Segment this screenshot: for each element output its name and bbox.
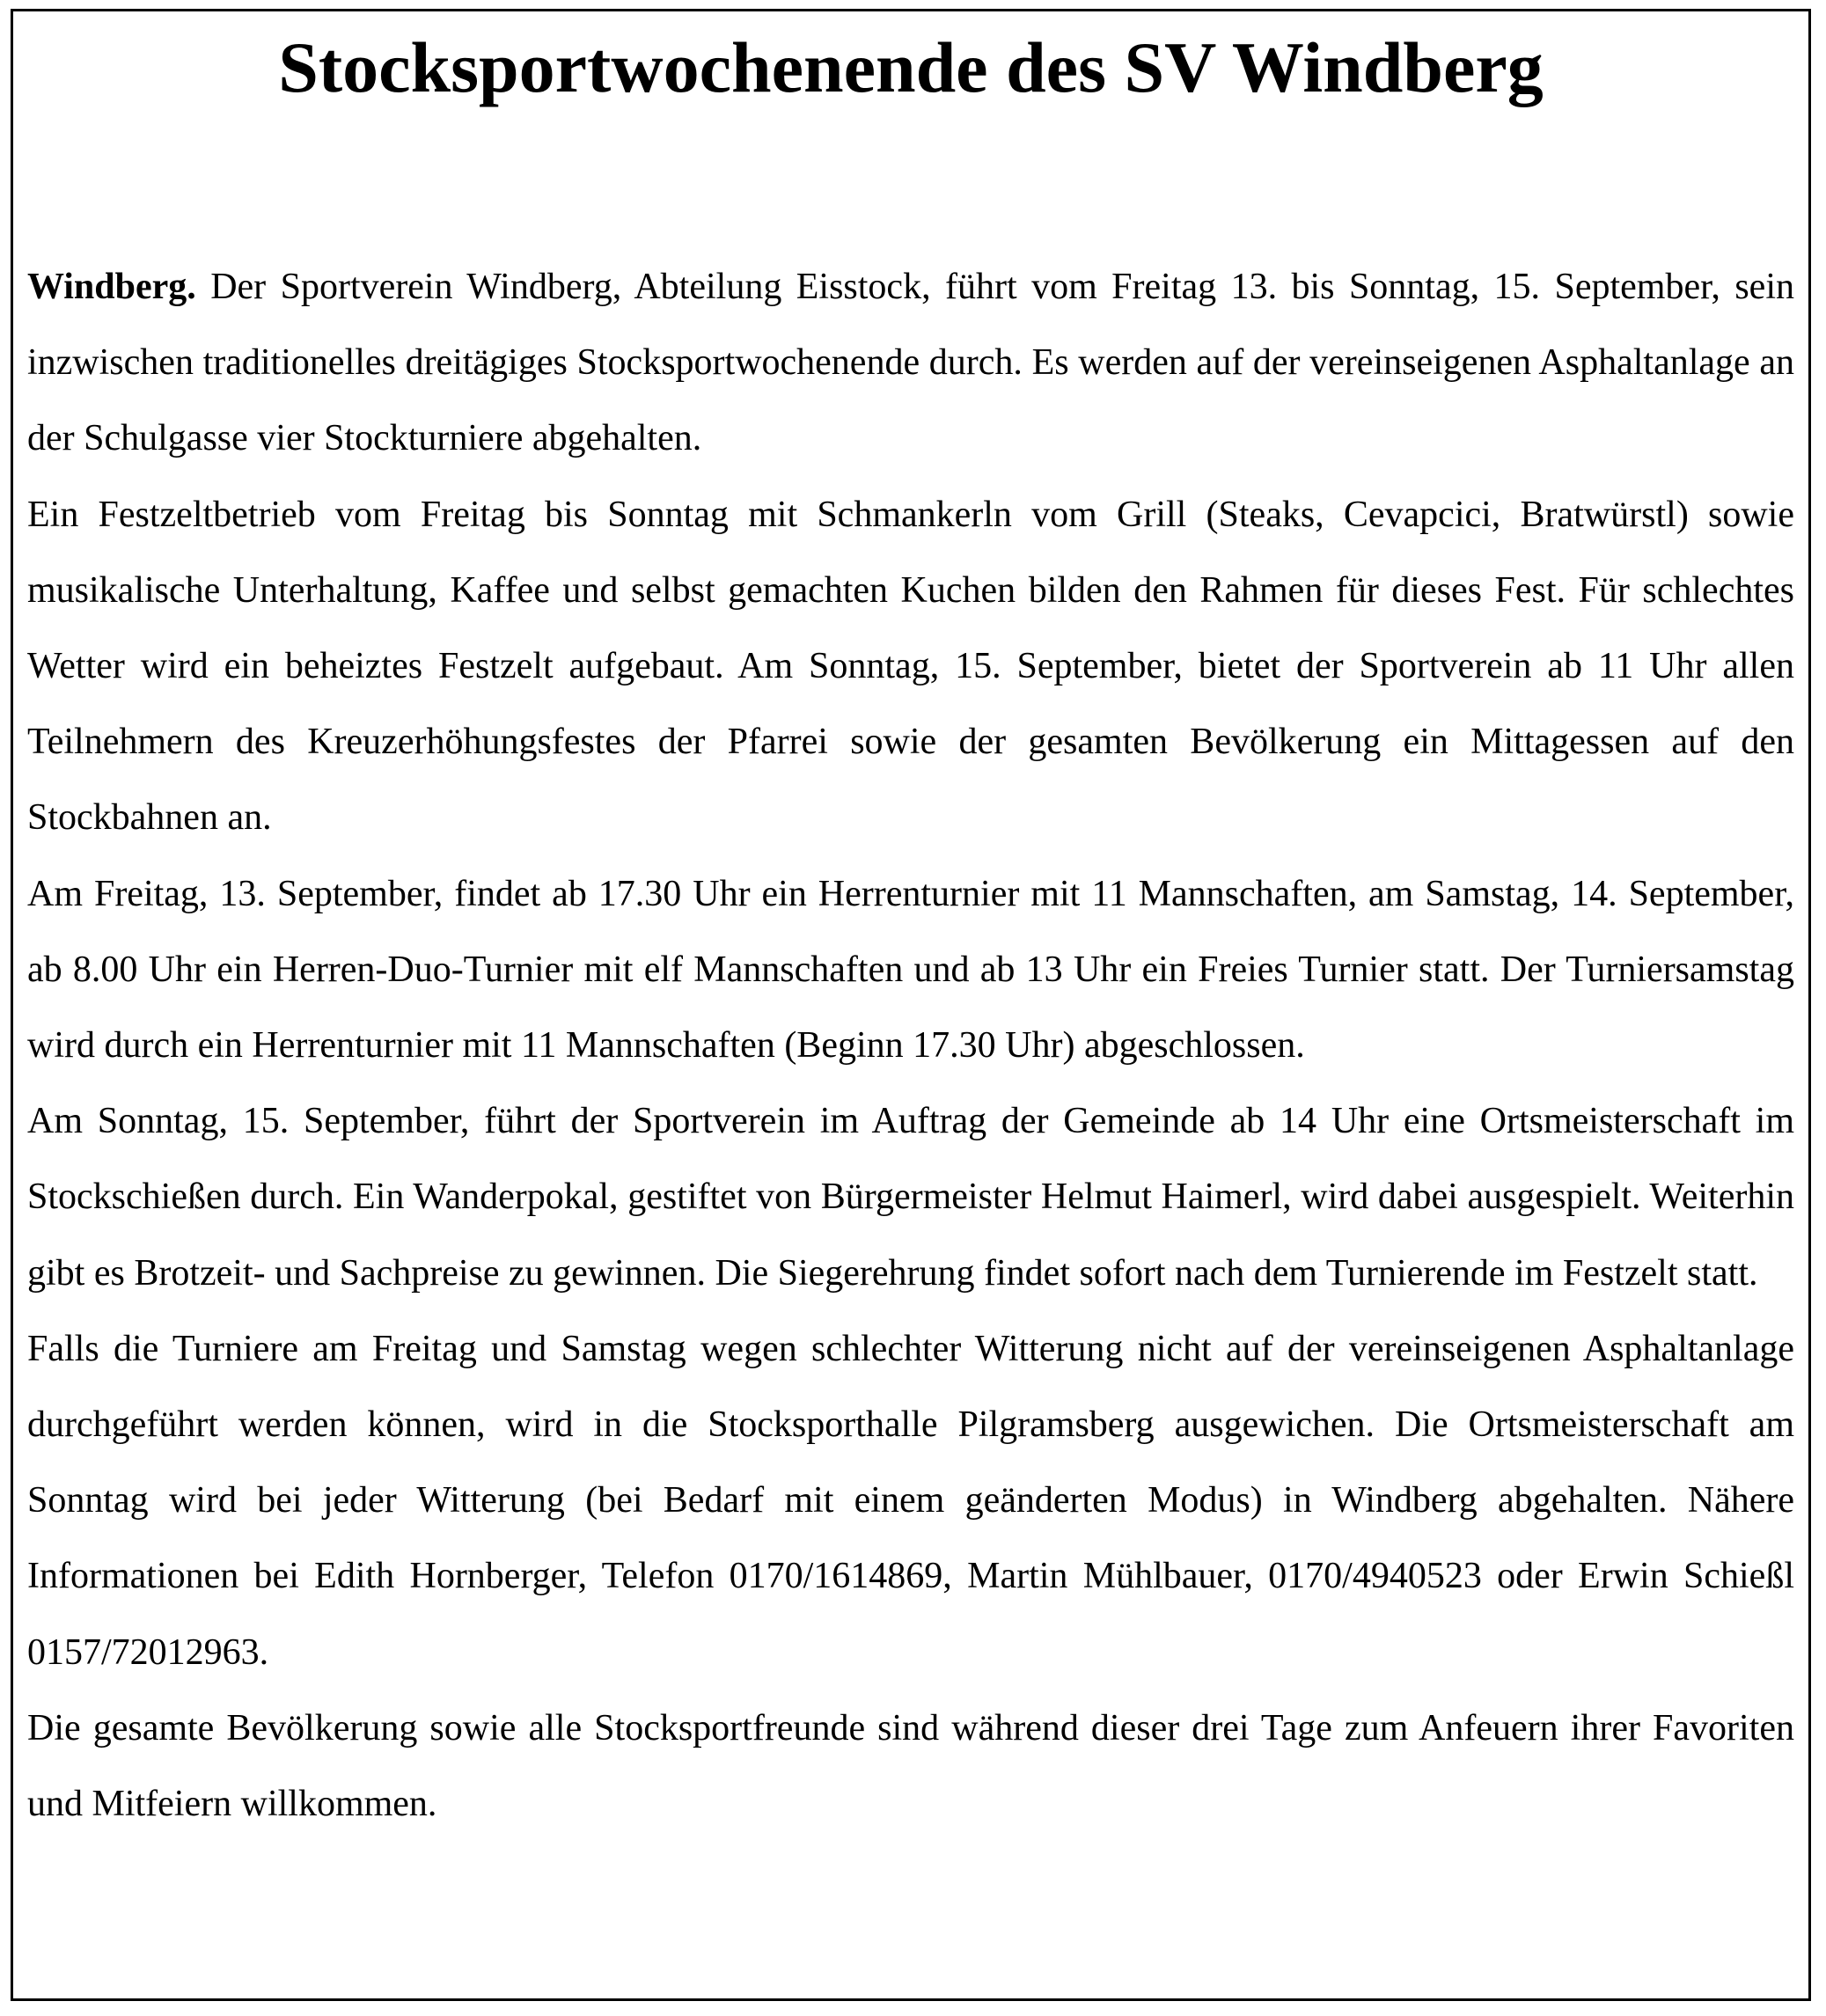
article-paragraph-6: Die gesamte Bevölkerung sowie alle Stocksportfreunde sind während dieser drei Tage zum Anfeuern ihrer Favoriten und Mitfeiern willkommen. [27, 1707, 1794, 1825]
article-paragraph-1 [27, 249, 1794, 477]
dateline: Windberg. [27, 267, 196, 307]
article-frame [11, 9, 1811, 2001]
article-paragraph-4: Am Sonntag, 15. September, führt der Sportverein im Auftrag der Gemeinde ab 14 Uhr eine Ortsmeisterschaft im Stockschießen durch. Ein Wanderpokal, gestiftet von Bürgermeister Helmut Haimerl, wird dabei ausgespielt. Weiterhin gibt es Brotzeit- und Sachpreise zu gewinnen. Die Siegerehrung findet sofort nach dem Turnierende im Festzelt statt. [27, 1101, 1794, 1294]
article-body [27, 249, 1794, 1842]
article-paragraph-3: Am Freitag, 13. September, findet ab 17.30 Uhr ein Herrenturnier mit 11 Mannschaften, am Samstag, 14. September, ab 8.00 Uhr ein Herren-Duo-Turnier mit elf Mannschaften und ab 13 Uhr ein Freies Turnier statt. Der Turniersamstag wird durch ein Herrenturnier mit 11 Mannschaften (Beginn 17.30 Uhr) abgeschlossen. [27, 873, 1794, 1067]
paragraph-1-text: Der Sportverein Windberg, Abteilung Eisstock, führt vom Freitag 13. bis Sonntag, 15. September, sein inzwischen traditionelles dreitägiges Stocksportwochenende durch. Es werden auf der vereinseigenen Asphaltanlage an der Schulgasse vier Stockturniere abgehalten. [27, 267, 1794, 459]
article-paragraph-2: Ein Festzeltbetrieb vom Freitag bis Sonntag mit Schmankerln vom Grill (Steaks, Cevapcici, Bratwürstl) sowie musikalische Unterhaltung, Kaffee und selbst gemachten Kuchen bilden den Rahmen für dieses Fest. Für schlechtes Wetter wird ein beheiztes Festzelt aufgebaut. Am Sonntag, 15. September, bietet der Sportverein ab 11 Uhr allen Teilnehmern des Kreuzerhöhungsfestes der Pfarrei sowie der gesamten Bevölkerung ein Mittagessen auf den Stockbahnen an. [27, 494, 1794, 839]
article-title: Stocksportwochenende des SV Windberg [278, 27, 1544, 107]
article-paragraph-5: Falls die Turniere am Freitag und Samstag wegen schlechter Witterung nicht auf der vereinseigenen Asphaltanlage durchgeführt werden können, wird in die Stocksporthalle Pilgramsberg ausgewichen. Die Ortsmeisterschaft am Sonntag wird bei jeder Witterung (bei Bedarf mit einem geänderten Modus) in Windberg abgehalten. Nähere Informationen bei Edith Hornberger, Telefon 0170/1614869, Martin Mühlbauer, 0170/4940523 oder Erwin Schießl 0157/72012963. [27, 1328, 1794, 1673]
